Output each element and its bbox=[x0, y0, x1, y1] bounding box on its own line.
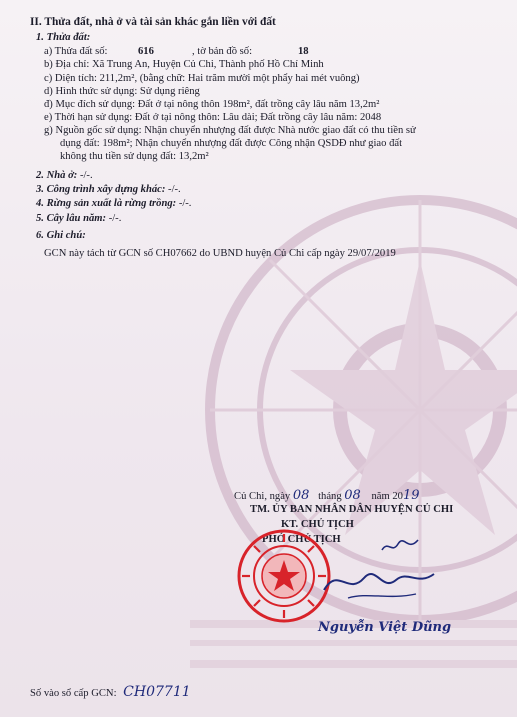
section-title: II. Thửa đất, nhà ở và tài sản khác gắn liền với đất bbox=[30, 16, 276, 28]
signing-title: PHÓ CHỦ TỊCH bbox=[262, 534, 341, 545]
house-label: 2. Nhà ở: bbox=[36, 170, 78, 181]
notes-label: 6. Ghi chú: bbox=[36, 230, 86, 241]
forest-label: 4. Rừng sản xuất là rừng trồng: bbox=[36, 198, 177, 209]
signing-date-line bbox=[234, 490, 420, 503]
land-origin-line-2: dụng đất: 198m²; Nhận chuyển nhượng đất được Công nhận QSDĐ như giao đất bbox=[60, 138, 403, 149]
construction-label: 3. Công trình xây dựng khác: bbox=[36, 184, 166, 195]
land-parcel-label: a) Thửa đất số: bbox=[44, 46, 108, 57]
signing-place: Củ Chi, ngày bbox=[234, 491, 291, 502]
house-value: -/-. bbox=[79, 170, 93, 181]
signer-name: Nguyễn Việt Dũng bbox=[318, 620, 452, 635]
land-origin-line-1: g) Nguồn gốc sử dụng: Nhận chuyển nhượng đất được Nhà nước giao đất có thu tiền sử bbox=[44, 125, 416, 136]
signing-for-chair: KT. CHỦ TỊCH bbox=[281, 519, 354, 530]
land-map-number: 18 bbox=[298, 46, 309, 57]
land-use-form: d) Hình thức sử dụng: Sử dụng riêng bbox=[44, 86, 200, 97]
signing-month-label: tháng bbox=[318, 491, 342, 502]
land-use-purpose: đ) Mục đích sử dụng: Đất ở tại nông thôn 198m², đất trồng cây lâu năm 13,2m² bbox=[44, 99, 380, 110]
land-use-term: e) Thời hạn sử dụng: Đất ở tại nông thôn: Lâu dài; Đất trồng cây lâu năm: 2048 bbox=[44, 112, 382, 123]
construction-row bbox=[36, 184, 181, 196]
signing-day: 08 bbox=[292, 488, 310, 503]
house-row bbox=[36, 170, 93, 182]
land-area: c) Diện tích: 211,2m², (bằng chữ: Hai trăm mười một phẩy hai mét vuông) bbox=[44, 73, 360, 84]
registry-row bbox=[30, 686, 191, 700]
land-map-label: , tờ bản đồ số: bbox=[192, 46, 253, 57]
registry-label: Số vào sổ cấp GCN: bbox=[30, 688, 117, 699]
land-parcel-number: 616 bbox=[138, 46, 154, 57]
notes-text: GCN này tách từ GCN số CH07662 do UBND huyện Củ Chi cấp ngày 29/07/2019 bbox=[44, 248, 396, 259]
perennial-value: -/-. bbox=[108, 213, 122, 224]
land-origin-line-3: không thu tiền sử dụng đất: 13,2m² bbox=[60, 151, 209, 162]
signing-year-label: năm 20 bbox=[371, 491, 403, 502]
initials-mark bbox=[380, 536, 420, 558]
construction-value: -/-. bbox=[168, 184, 181, 195]
signature bbox=[318, 556, 438, 606]
land-address: b) Địa chỉ: Xã Trung An, Huyện Củ Chi, Thành phố Hồ Chí Minh bbox=[44, 59, 324, 70]
perennial-label: 5. Cây lâu năm: bbox=[36, 213, 107, 224]
forest-value: -/-. bbox=[178, 198, 192, 209]
land-heading: 1. Thửa đất: bbox=[36, 32, 91, 43]
signing-year: 19 bbox=[402, 488, 420, 503]
perennial-row bbox=[36, 213, 121, 225]
forest-row bbox=[36, 198, 191, 210]
registry-value: CH07711 bbox=[123, 684, 191, 700]
signing-month: 08 bbox=[344, 488, 361, 503]
signing-org: TM. ỦY BAN NHÂN DÂN HUYỆN CỦ CHI bbox=[250, 504, 454, 515]
